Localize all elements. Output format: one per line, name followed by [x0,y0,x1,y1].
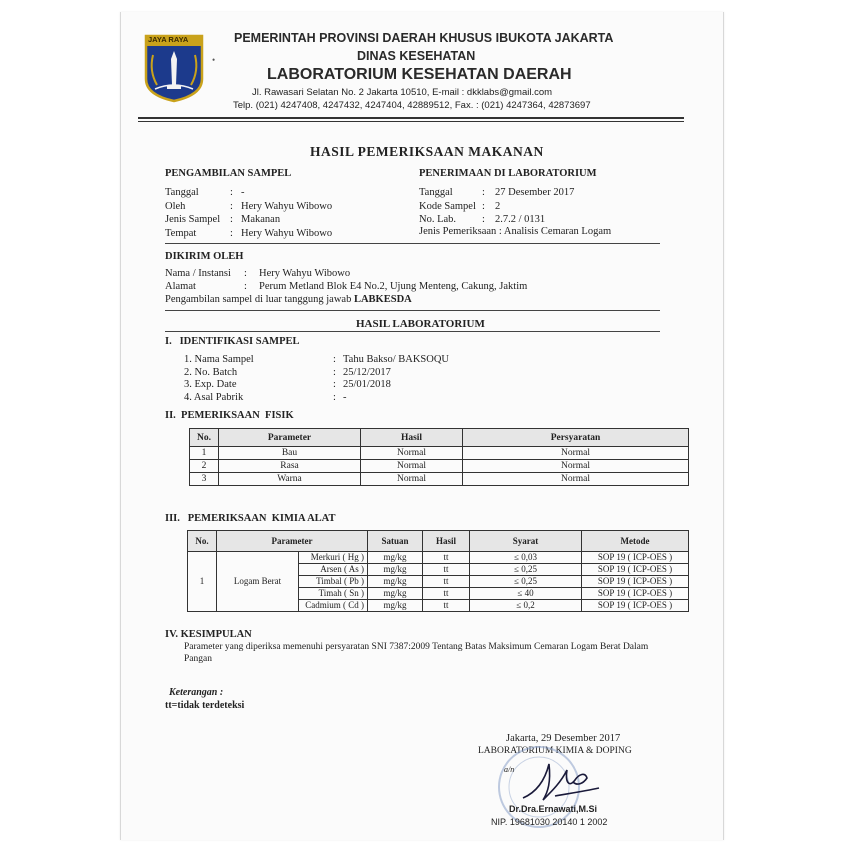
separator: : [333,366,336,378]
table-row [190,460,689,473]
column-header: Parameter [219,429,361,447]
sampling-seps [230,186,233,240]
table-cell: SOP 19 ( ICP-OES ) [582,588,689,600]
table-cell: Normal [361,460,463,473]
reception-label: Tanggal [419,187,453,198]
section1-value: 25/01/2018 [343,379,391,390]
section1-labels [184,354,254,404]
section1-label: 4. Asal Pabrik [184,391,244,403]
section1-label: 3. Exp. Date [184,379,237,390]
header-divider [138,117,684,119]
separator: : [333,379,336,390]
column-header: No. [190,429,219,447]
chemical-exam-table [187,530,689,612]
handwritten-signature-icon [515,752,605,808]
reception-value: 2.7.2 / 0131 [495,214,546,225]
section4-title: IV. KESIMPULAN [165,629,252,640]
reception-labels [419,186,476,227]
table-cell: ≤ 0,25 [470,564,582,576]
page-title: HASIL PEMERIKSAAN MAKANAN [310,144,544,159]
signatory-name: Dr.Dra.Ernawati,M.Si [509,804,598,814]
reception-value: 2 [495,200,501,212]
sender-address: Perum Metland Blok E4 No.2, Ujung Menteng, Cakung, Jaktim [259,281,528,292]
header-divider-thin [138,121,684,122]
table-cell: ≤ 40 [470,588,582,600]
separator: : [244,281,247,292]
sender-address-label: Alamat [165,281,196,292]
separator: : [482,214,485,225]
table-cell: SOP 19 ( ICP-OES ) [582,552,689,564]
table-cell: mg/kg [368,588,423,600]
section1-value: - [343,391,347,403]
signature-unit: LABORATORIUM KIMIA & DOPING [478,746,632,756]
separator: : [230,187,233,198]
section1-value: Tahu Bakso/ BAKSOQU [343,354,450,365]
separator: : [482,187,485,198]
section3-title: III. PEMERIKSAAN KIMIA ALAT [165,513,336,524]
sampling-labels [165,186,220,240]
table-cell: 2 [190,460,219,473]
section-divider [165,243,660,244]
table-cell: Logam Berat [217,552,299,612]
column-header: Satuan [368,531,423,552]
logo-dot: • [212,55,216,65]
conclusion-line2: Pangan [184,654,212,664]
table-cell: Normal [361,447,463,460]
conclusion-line1: Parameter yang diperiksa memenuhi persyaratan SNI 7387:2009 Tentang Batas Maksimum Cemaran Logam Berat Dalam [184,642,649,652]
column-header: Syarat [470,531,582,552]
sender-note [165,294,412,305]
reception-seps [482,186,485,227]
separator: : [230,214,233,225]
column-header: Hasil [361,429,463,447]
column-header: Metode [582,531,689,552]
section-divider [165,310,660,311]
lab-results-title: HASIL LABORATORIUM [356,318,485,330]
separator: : [230,227,233,239]
separator: : [333,391,336,403]
notes-heading: Keterangan : [169,687,224,698]
table-cell: SOP 19 ( ICP-OES ) [582,576,689,588]
reception-values [495,186,574,227]
sampling-label: Tanggal [165,187,199,198]
sampling-value: Hery Wahyu Wibowo [241,200,333,212]
reception-label: No. Lab. [419,214,457,225]
table-cell: mg/kg [368,564,423,576]
table-cell: Normal [463,447,689,460]
signatory-nip: NIP. 19681030 20140 1 2002 [491,817,608,827]
table-cell: mg/kg [368,600,423,612]
table-cell: Timbal ( Pb ) [299,576,368,588]
column-header: Persyaratan [463,429,689,447]
table-cell: ≤ 0,25 [470,576,582,588]
logo-text: JAYA RAYA [148,35,189,44]
table-cell: tt [423,552,470,564]
letterhead-line1: PEMERINTAH PROVINSI DAERAH KHUSUS IBUKOTA JAKARTA [234,31,614,45]
table-header-row [190,429,689,447]
section1-title: I. IDENTIFIKASI SAMPEL [165,336,300,347]
sender-note-text: Pengambilan sampel di luar tanggung jawab [165,294,352,305]
sender-name: Hery Wahyu Wibowo [259,268,351,279]
document-page [120,12,724,840]
reception-value: 27 Desember 2017 [495,187,575,198]
separator: : [230,200,233,212]
section-divider [165,331,660,332]
table-cell: Normal [463,473,689,486]
table-cell: Bau [219,447,361,460]
section1-label: 2. No. Batch [184,366,238,378]
section1-seps [333,354,336,404]
separator: : [482,200,485,212]
table-cell: tt [423,588,470,600]
table-cell: SOP 19 ( ICP-OES ) [582,600,689,612]
table-row [190,447,689,460]
section1-value: 25/12/2017 [343,366,391,378]
signature-prefix: a/n [504,765,515,774]
sampling-values [241,186,332,240]
sampling-label: Tempat [165,227,197,239]
table-cell: Normal [463,460,689,473]
table-cell: 1 [188,552,217,612]
reception-label: Kode Sampel [419,200,476,212]
exam-type: Jenis Pemeriksaan : Analisis Cemaran Logam [419,226,612,237]
sampling-label: Jenis Sampel [165,214,221,225]
sender-heading: DIKIRIM OLEH [165,251,244,262]
table-cell: Timah ( Sn ) [299,588,368,600]
table-cell: 3 [190,473,219,486]
table-cell: mg/kg [368,552,423,564]
table-cell: ≤ 0,03 [470,552,582,564]
signature-place-date: Jakarta, 29 Desember 2017 [506,733,621,744]
table-cell: Rasa [219,460,361,473]
table-cell: Arsen ( As ) [299,564,368,576]
table-cell: SOP 19 ( ICP-OES ) [582,564,689,576]
column-header: Hasil [423,531,470,552]
table-cell: tt [423,564,470,576]
table-cell: Warna [219,473,361,486]
letterhead-address: Jl. Rawasari Selatan No. 2 Jakarta 10510, E-mail : dkklabs@gmail.com [252,87,553,98]
notes-line: tt=tidak terdeteksi [165,700,245,711]
table-cell: 1 [190,447,219,460]
table-cell: Normal [361,473,463,486]
table-cell: Cadmium ( Cd ) [299,600,368,612]
table-row [188,552,689,564]
physical-exam-table [189,428,689,486]
reception-heading: PENERIMAAN DI LABORATORIUM [419,168,597,179]
sampling-value: Hery Wahyu Wibowo [241,227,333,239]
table-header-row [188,531,689,552]
table-cell: mg/kg [368,576,423,588]
table-cell: ≤ 0,2 [470,600,582,612]
sampling-value: - [241,187,245,198]
letterhead-line2: DINAS KESEHATAN [357,49,476,63]
column-header: Parameter [217,531,368,552]
separator: : [244,268,247,279]
sender-note-bold: LABKESDA [353,294,412,305]
table-cell: tt [423,600,470,612]
table-row [190,473,689,486]
sampling-heading: PENGAMBILAN SAMPEL [165,168,292,179]
letterhead-line3: LABORATORIUM KESEHATAN DAERAH [267,66,572,83]
letterhead-phone: Telp. (021) 4247408, 4247432, 4247404, 42889512, Fax. : (021) 4247364, 42873697 [233,100,591,111]
section2-title: II. PEMERIKSAAN FISIK [165,410,294,421]
column-header: No. [188,531,217,552]
table-cell: Merkuri ( Hg ) [299,552,368,564]
section1-values [343,354,449,404]
sampling-value: Makanan [241,214,281,225]
sampling-label: Oleh [165,200,186,212]
sender-name-label: Nama / Instansi [165,268,231,279]
section1-label: 1. Nama Sampel [184,354,254,365]
table-cell: tt [423,576,470,588]
separator: : [333,354,336,365]
